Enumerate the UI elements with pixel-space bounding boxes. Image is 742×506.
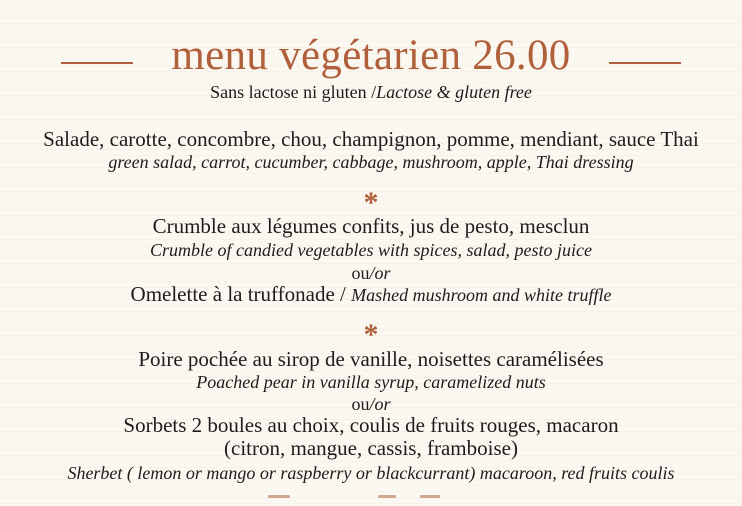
starter-french: Salade, carotte, concombre, chou, champignon, pomme, mendiant, sauce Thai — [43, 127, 699, 151]
dessert-or-french: ou — [351, 394, 370, 414]
dessert-or — [0, 393, 742, 415]
dessert-or-english: /or — [369, 394, 391, 414]
section-separator-1: * — [363, 186, 379, 219]
subtitle-english: Lactose & gluten free — [376, 82, 532, 102]
cutoff-title-fragment — [378, 495, 396, 498]
menu-header — [0, 28, 742, 84]
main-dish2-french: Omelette à la truffonade / — [130, 282, 352, 306]
title-rule-right — [609, 62, 681, 64]
menu-title: menu végétarien 26.00 — [171, 32, 571, 79]
dessert-dish1-english: Poached pear in vanilla syrup, caramelized nuts — [196, 372, 546, 392]
dessert-dish1-french: Poire pochée au sirop de vanille, noisettes caramélisées — [138, 347, 604, 371]
main-dish1-french: Crumble aux légumes confits, jus de pesto, mesclun — [152, 214, 590, 238]
starter-english: green salad, carrot, cucumber, cabbage, mushroom, apple, Thai dressing — [108, 152, 634, 172]
subtitle-separator: / — [366, 82, 377, 102]
main-dish2-english: Mashed mushroom and white truffle — [351, 285, 612, 305]
main-dish1-english: Crumble of candied vegetables with spices, salad, pesto juice — [150, 240, 592, 260]
main-or-french: ou — [351, 263, 370, 283]
dessert-dish2-english: Sherbet ( lemon or mango or raspberry or blackcurrant) macaroon, red fruits coulis — [67, 463, 675, 483]
cutoff-title-fragment — [268, 495, 290, 498]
main-or — [0, 262, 742, 284]
dessert-dish2-flavors: (citron, mangue, cassis, framboise) — [224, 436, 518, 460]
dessert-dish2-french: Sorbets 2 boules au choix, coulis de fruits rouges, macaron — [123, 413, 619, 437]
main-or-english: /or — [369, 263, 391, 283]
cutoff-title-fragment — [420, 495, 440, 498]
main-dish2 — [0, 282, 742, 306]
section-separator-2: * — [363, 318, 379, 351]
menu-subtitle — [0, 81, 742, 103]
subtitle-french: Sans lactose ni gluten — [210, 82, 367, 102]
